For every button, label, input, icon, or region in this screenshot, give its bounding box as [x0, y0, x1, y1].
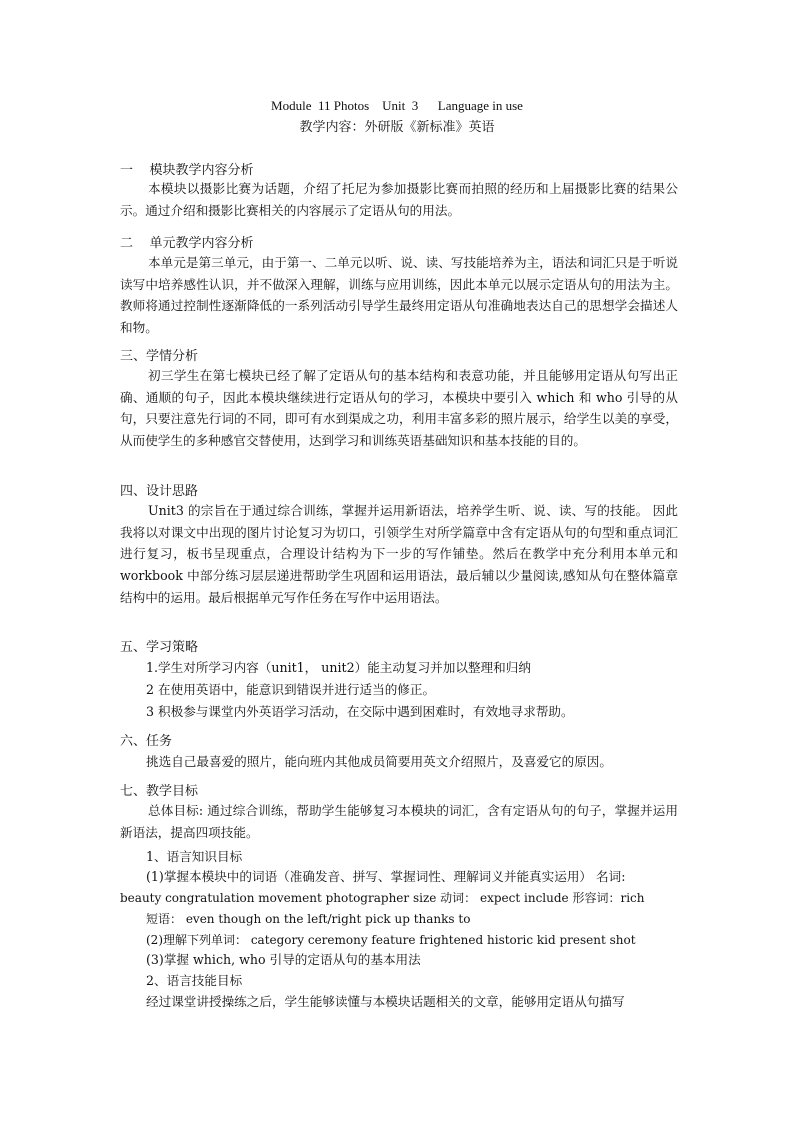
section-heading-4: 四、设计思路	[120, 484, 199, 499]
objective-item-1: 1、语言知识目标	[146, 849, 243, 864]
section-paragraph-7: 总体目标: 通过综合训练，帮助学生能够复习本模块的词汇，含有定语从句的句子，掌握并运用新语法，提高四项技能。	[120, 803, 678, 840]
section-heading-5: 五、学习策略	[120, 640, 199, 655]
section-heading-2: 二 单元教学内容分析	[120, 236, 254, 251]
task-item: 挑选自己最喜爱的照片，能向班内其他成员简要用英文介绍照片，及喜爱它的原因。	[146, 754, 612, 769]
document-subtitle: 教学内容：外研版《新标准》英语	[299, 120, 495, 135]
section-paragraph-4: Unit3 的宗旨在于通过综合训练，掌握并运用新语法，培养学生听、说、读、写的技能。 因此我将以对课文中出现的图片讨论复习为切口，引领学生对所学篇章中含有定语从句的句型和重点词汇进行复习，板书呈现重点，合理设计结构为下一步的写作铺垫。然后在教学中充分利用本单元和 workbook 中部分练习层层递进帮助学生巩固和运用语法，最后辅以少量阅读,感知从句在整体篇章结构中的运用。最后根据单元写作任务在写作中运用语法。	[120, 503, 678, 605]
document-title: Module 11 Photos Unit 3 Language in use	[271, 98, 523, 113]
strategy-item-1: 1.学生对所学习内容（unit1， unit2）能主动复习并加以整理和归纳	[146, 660, 531, 675]
objective-vocab-line: beauty congratulation movement photographer size 动词： expect include 形容词：rich	[120, 891, 645, 905]
section-heading-1: 一 模块教学内容分析	[120, 163, 254, 178]
objective-phrases-line: 短语： even though on the left/right pick up thanks to	[146, 912, 471, 926]
section-heading-3: 三、学情分析	[120, 349, 199, 364]
strategy-item-3: 3 积极参与课堂内外英语学习活动，在交际中遇到困难时，有效地寻求帮助。	[146, 704, 574, 719]
section-paragraph-1: 本模块以摄影比赛为话题，介绍了托尼为参加摄影比赛而拍照的经历和上届摄影比赛的结果公示。通过介绍和摄影比赛相关的内容展示了定语从句的用法。	[120, 181, 678, 218]
objective-item-4: (3)掌握 which, who 引导的定语从句的基本用法	[146, 952, 421, 967]
section-heading-7: 七、教学目标	[120, 784, 199, 799]
objective-item-6: 经过课堂讲授操练之后，学生能够读懂与本模块话题相关的文章，能够用定语从句描写	[146, 994, 625, 1009]
section-paragraph-3: 初三学生在第七模块已经了解了定语从句的基本结构和表意功能，并且能够用定语从句写出正确、通顺的句子，因此本模块继续进行定语从句的学习，本模块中要引入 which 和 who 引导的从句，只要注意先行词的不同，即可有水到渠成之功，利用丰富多彩的照片展示，给学生以美的享受，从而使学生的多种感官交替使用，达到学习和训练英语基础知识和基本技能的目的。	[120, 368, 678, 449]
strategy-item-2: 2 在使用英语中，能意识到错误并进行适当的修正。	[146, 682, 436, 697]
section-paragraph-2: 本单元是第三单元，由于第一、二单元以听、说、读、写技能培养为主，语法和词汇只是于听说读写中培养感性认识，并不做深入理解，训练与应用训练，因此本单元以展示定语从句的用法为主。教师将通过控制性逐渐降低的一系列活动引导学生最终用定语从句准确地表达自己的思想学会描述人和物。	[120, 255, 678, 336]
objective-item-2: (1)掌握本模块中的词语（准确发音、拼写、掌握词性、理解词义并能真实运用） 名词:	[146, 869, 626, 884]
section-heading-6: 六、任务	[120, 734, 173, 749]
objective-item-5: 2、语言技能目标	[146, 973, 243, 988]
objective-item-3: (2)理解下列单词： category ceremony feature frightened historic kid present shot	[146, 933, 636, 947]
